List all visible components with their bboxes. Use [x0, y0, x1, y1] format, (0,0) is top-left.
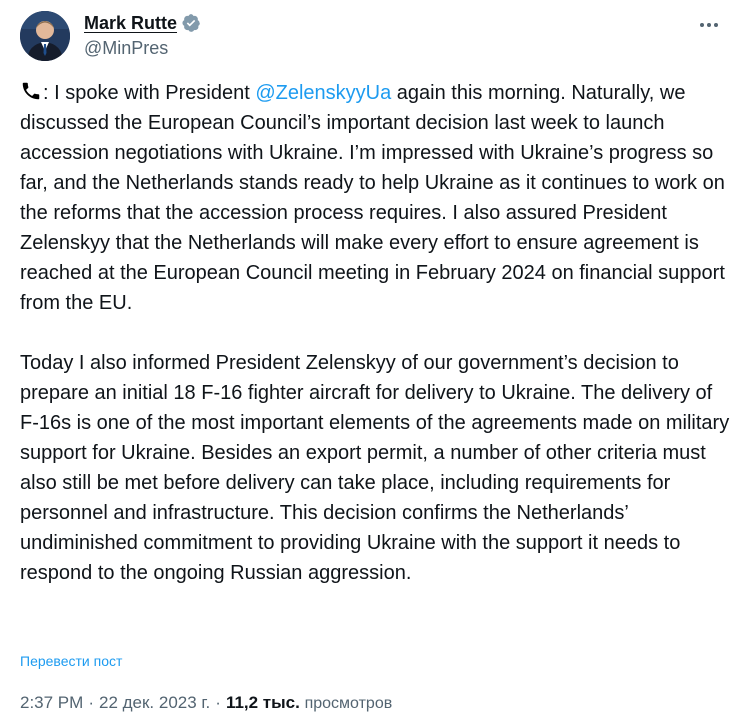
separator-dot: ·	[215, 693, 221, 712]
more-dots-icon	[699, 22, 719, 28]
mention-link[interactable]: @ZelenskyyUa	[255, 82, 392, 104]
tweet-text	[20, 78, 732, 588]
more-options-button[interactable]	[695, 15, 723, 35]
post-time[interactable]: 2:37 PM	[20, 693, 84, 712]
separator-dot: ·	[88, 693, 94, 712]
telephone-receiver-icon	[20, 80, 42, 102]
tweet-paragraph-2: Today I also informed President Zelenskyy of our government’s decision to prepare an initial 18 F-16 fighter aircraft for delivery to Ukraine. The delivery of F-16s is one of the most important elements of the agreements made on military support for Ukraine. Besides an export permit, a number of other criteria must also still be met before delivery can take place, including requirements for personnel and infrastructure. This decision confirms the Netherlands’ undiminished commitment to providing Ukraine with the support it needs to respond to the ongoing Russian aggression.	[20, 352, 730, 584]
author-name[interactable]: Mark Rutte	[84, 12, 178, 33]
views-label: просмотров	[304, 695, 393, 712]
avatar[interactable]	[20, 11, 70, 61]
paragraph-1-rest: again this morning. Naturally, we discussed the European Council’s important decision last week to launch accession negotiations with Ukraine. I’m impressed with Ukraine’s progress so far, and the Netherlands stands ready to help Ukraine as it continues to work on the reforms that the accession process requires. I also assured President Zelenskyy that the Netherlands will make every effort to ensure agreement is reached at the European Council meeting in February 2024 on financial support from the EU.	[20, 82, 725, 314]
verified-badge-icon	[181, 13, 201, 33]
post-date[interactable]: 22 дек. 2023 г.	[98, 693, 211, 712]
translate-post-link[interactable]: Перевести пост	[20, 653, 123, 669]
tweet-header	[20, 11, 727, 63]
tweet-metadata	[20, 693, 392, 713]
author-block	[84, 11, 201, 59]
paragraph-1-prefix: : I spoke with President	[43, 82, 256, 104]
tweet-paragraph-1	[20, 78, 732, 318]
author-handle[interactable]: @MinPres	[84, 38, 169, 58]
views-count: 11,2 тыс.	[225, 693, 300, 712]
